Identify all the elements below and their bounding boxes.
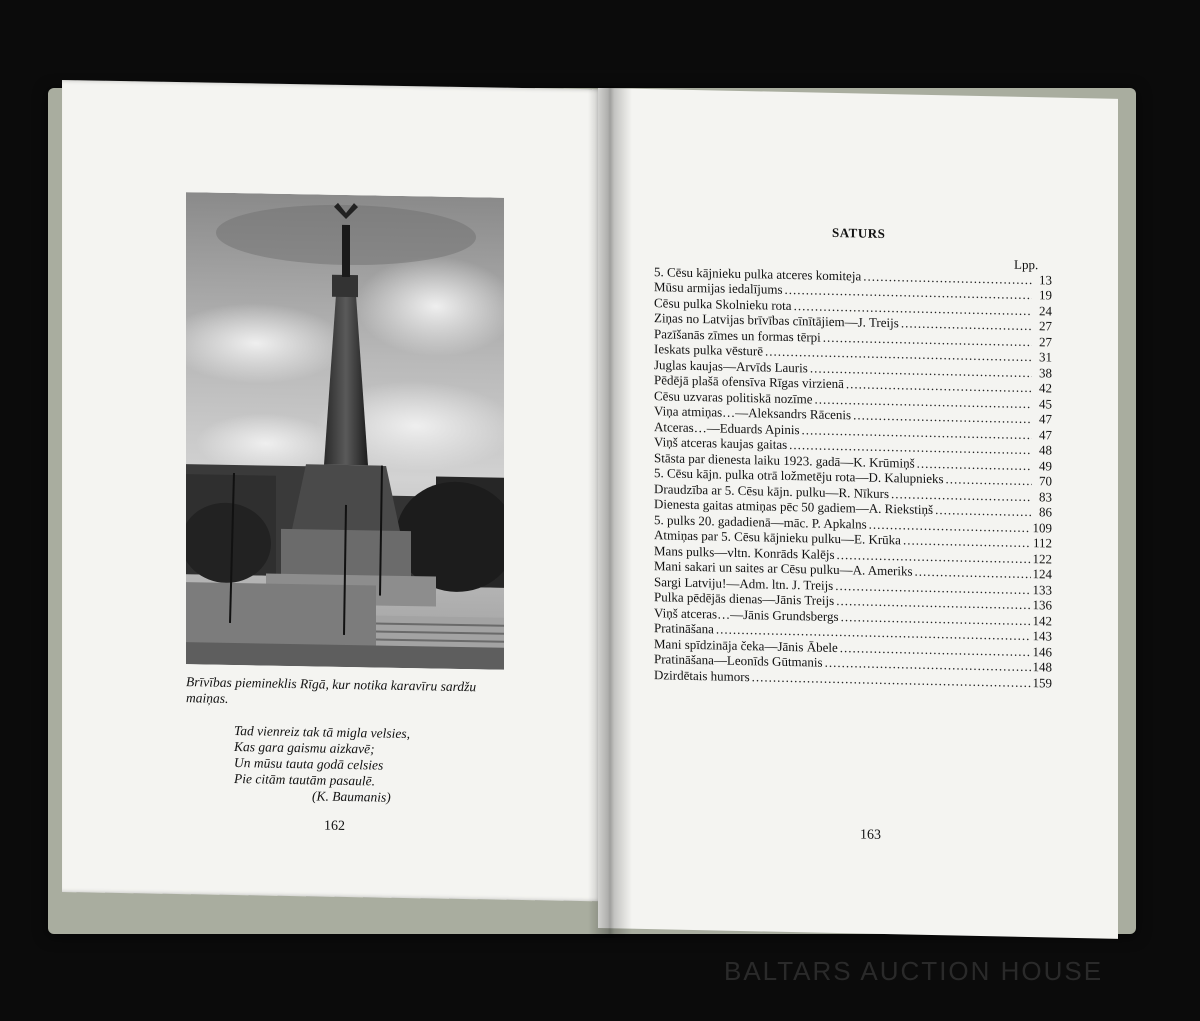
toc-entry-page: 48	[1039, 442, 1052, 458]
toc-entry-page: 38	[1039, 364, 1052, 381]
monument-photo	[186, 192, 504, 670]
toc-entry-title: Dienesta gaitas atmiņas pēc 50 gadiem—A. Riekstiņš	[654, 496, 934, 518]
toc-entry-title: Ziņas no Latvijas brīvības cīnītājiem—J. Treijs	[654, 310, 899, 331]
poem-author: (K. Baumanis)	[312, 788, 391, 805]
poem-line: Tad vienreiz tak tā migla velsies,	[234, 723, 410, 742]
poem-line: Un mūsu tauta godā celsies	[234, 755, 384, 773]
toc-leader-dots	[917, 455, 1032, 472]
right-page	[598, 88, 1118, 939]
toc-entry-page: 136	[1032, 597, 1052, 613]
toc-entry-page: 47	[1039, 426, 1052, 443]
toc-entry-title: Viņš atceras…—Jānis Grundsbergs	[654, 604, 839, 624]
toc-entry-page: 146	[1032, 643, 1052, 660]
left-page	[62, 80, 602, 901]
toc-entry-title: Viņš atceras kaujas gaitas	[654, 434, 788, 452]
toc-entry-page: 124	[1032, 566, 1052, 582]
toc-entry-page: 143	[1032, 628, 1052, 644]
freedom-monument-image	[186, 192, 504, 670]
toc-entry-page: 13	[1039, 271, 1052, 288]
toc-entry-title: Viņa atmiņas…—Aleksandrs Rācenis	[654, 403, 852, 423]
toc-entry-title: Juglas kaujas—Arvīds Lauris	[654, 356, 808, 375]
toc-entry-title: Mani spīdzināja čeka—Jānis Ābele	[654, 635, 838, 655]
toc-entry-page: 86	[1039, 504, 1052, 520]
toc-heading: SATURS	[832, 224, 886, 242]
toc-entry-page: 24	[1039, 302, 1052, 319]
page-number-left: 162	[324, 818, 345, 834]
toc-entry-title: Sargi Latviju!—Adm. ltn. J. Treijs	[654, 573, 834, 593]
toc-entry-page: 27	[1039, 318, 1052, 334]
toc-entry-title: Cēsu uzvaras politiskā nozīme	[654, 387, 813, 406]
toc-entry-page: 148	[1032, 659, 1052, 675]
toc-entry-title: Atceras…—Eduards Apinis	[654, 418, 800, 437]
toc-leader-dots	[935, 502, 1032, 519]
toc-entry-title: Pazīšanās zīmes un formas tērpi	[654, 325, 821, 345]
photo-caption: Brīvības piemineklis Rīgā, kur notika karavīru sardžu maiņas.	[186, 674, 477, 706]
toc-entry-page: 122	[1032, 550, 1052, 567]
toc-entry-page: 45	[1039, 395, 1052, 412]
toc-entry-title: Mani sakari un saites ar Cēsu pulku—A. Ameriks	[654, 558, 913, 579]
toc-entry-page: 133	[1032, 581, 1052, 598]
poem	[234, 723, 514, 808]
toc-leader-dots	[946, 471, 1032, 488]
toc-entry-page: 142	[1032, 612, 1052, 629]
toc-entry-title: 5. Cēsu kājnieku pulka atceres komiteja	[654, 263, 862, 284]
toc-entry-title: 5. pulks 20. gadadienā—māc. P. Apkalns	[654, 511, 867, 532]
toc-entry-title: Pratināšana—Leonīds Gūtmanis	[654, 651, 823, 670]
watermark: BALTARS AUCTION HOUSE	[724, 956, 1104, 986]
toc-entry-title: Draudzība ar 5. Cēsu kājn. pulku—R. Nīkurs	[654, 480, 890, 501]
toc-entry-title: 5. Cēsu kājn. pulka otrā ložmetēju rota—D. Kalupnieks	[654, 465, 944, 487]
toc-entry-page: 31	[1039, 349, 1052, 365]
toc-entry-page: 83	[1039, 488, 1052, 505]
toc-entry-title: Stāsta par dienesta laiku 1923. gadā—K. Krūmiņš	[654, 449, 915, 471]
toc-entry-page: 70	[1039, 473, 1052, 489]
spine-shadow	[588, 86, 632, 938]
toc-entry-title: Pratināšana	[654, 620, 714, 637]
table-of-contents	[654, 263, 1052, 690]
toc-entry-title: Pulka pēdējās dienas—Jānis Treijs	[654, 589, 835, 608]
toc-entry-page: 47	[1039, 411, 1052, 427]
page-column-label: Lpp.	[1014, 256, 1039, 273]
toc-entry-title: Mūsu armijas iedalījums	[654, 279, 783, 297]
toc-entry-page: 27	[1039, 333, 1052, 350]
toc-entry-title: Mans pulks—vltn. Konrāds Kalējs	[654, 542, 835, 562]
toc-entry-page: 109	[1032, 519, 1052, 536]
toc-entry-title: Cēsu pulka Skolnieku rota	[654, 294, 792, 313]
toc-entry-title: Ieskats pulka vēsturē	[654, 341, 764, 359]
page-number-right: 163	[860, 827, 881, 843]
toc-entry-page: 159	[1032, 674, 1052, 691]
poem-line: Kas gara gaismu aizkavē;	[234, 739, 375, 757]
poem-line: Pie citām tautām pasaulē.	[234, 771, 375, 789]
toc-entry-page: 42	[1039, 380, 1052, 396]
toc-entry-page: 49	[1039, 457, 1052, 474]
toc-entry-page: 19	[1039, 287, 1052, 303]
toc-entry-title: Atmiņas par 5. Cēsu kājnieku pulku—E. Krūka	[654, 527, 901, 548]
toc-entry-title: Pēdējā plašā ofensīva Rīgas virzienā	[654, 372, 844, 392]
toc-entry-page: 112	[1032, 535, 1052, 551]
toc-leader-dots	[915, 564, 1031, 581]
toc-entry-title: Dzirdētais humors	[654, 666, 750, 684]
